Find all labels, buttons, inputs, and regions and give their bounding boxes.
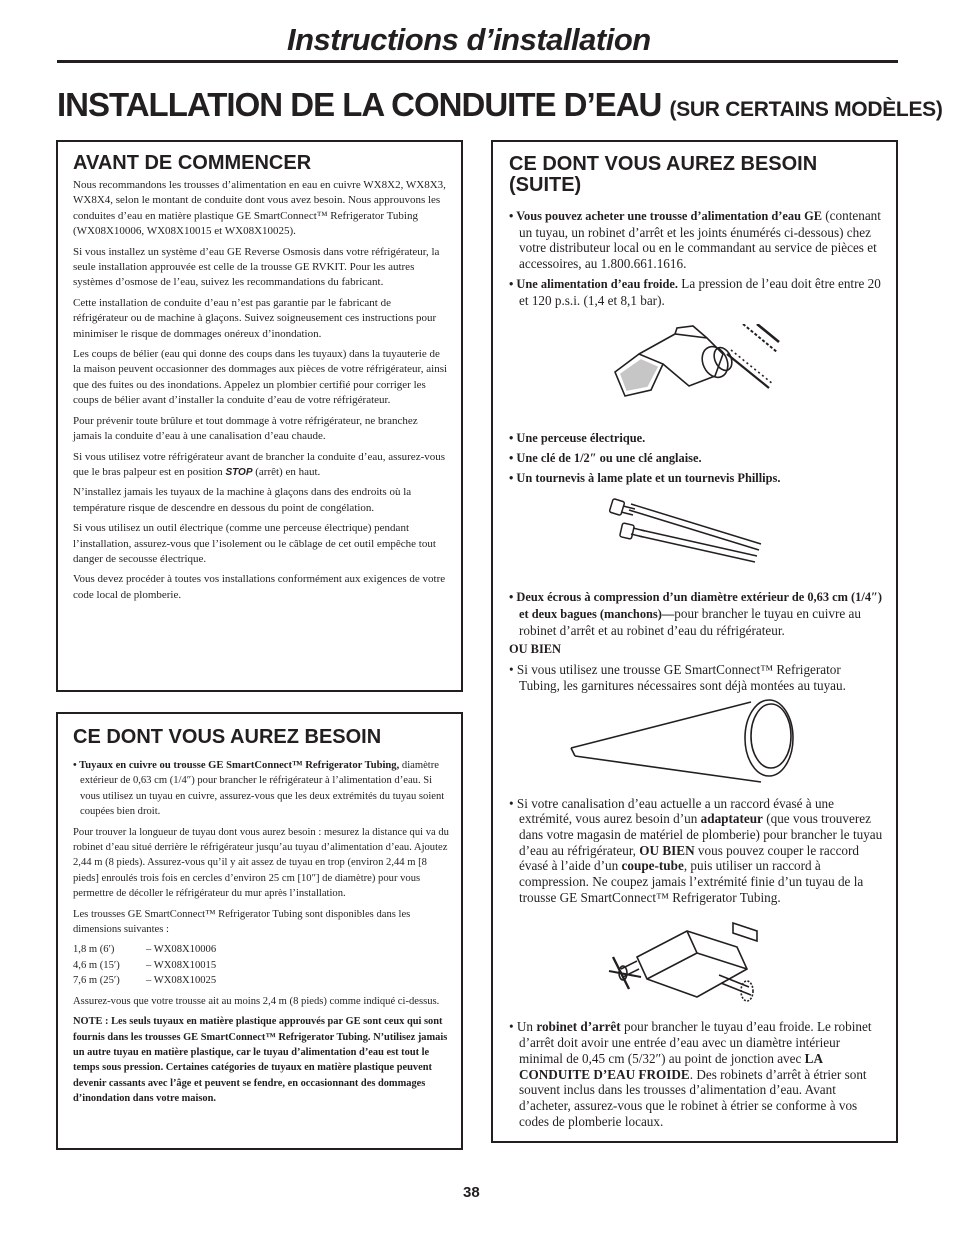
suite-bullet-nuts bbox=[509, 589, 884, 638]
size-part-number: – WX08X10025 bbox=[146, 975, 217, 987]
ou-bien-label: OU BIEN bbox=[509, 642, 561, 657]
suite-bullet-text: pour brancher le tuyau en cuivre au robinet d’arrêt et au robinet d’eau du réfrigérateur. bbox=[519, 606, 861, 638]
avant-stop-text-b: (arrêt) en haut. bbox=[252, 465, 321, 478]
valve-illustration bbox=[607, 917, 767, 1007]
tools-list bbox=[509, 431, 884, 486]
header-divider bbox=[57, 60, 898, 63]
size-length: 4,6 m (15′) bbox=[73, 959, 120, 971]
besoin-title: CE DONT VOUS AUREZ BESOIN bbox=[73, 726, 382, 748]
valve-conduite-bold: LA CONDUITE D’EAU FROIDE bbox=[519, 1050, 823, 1082]
page-header-title: Instructions d’installation bbox=[287, 22, 651, 57]
valve-bold: robinet d’arrêt bbox=[536, 1019, 621, 1035]
avant-paragraph: Nous recommandons les trousses d’alimentation en eau en cuivre WX8X2, WX8X3, WX8X4, selon le montant de conduite dont vous avez besoin. Nous approuvons les conduites d’eau en matière plastique GE SmartConnect™ Refrigerator Tubing (WX08X10006, WX08X10015 et WX08X10025). bbox=[73, 179, 446, 238]
stop-label: STOP bbox=[225, 466, 253, 478]
avant-de-commencer-box bbox=[56, 140, 463, 692]
ce-dont-besoin-box bbox=[56, 712, 463, 1150]
avant-title: AVANT DE COMMENCER bbox=[73, 152, 312, 174]
avant-stop-text-a: Si vous utilisez votre réfrigérateur avant de brancher la conduite d’eau, assurez-vous que le bras palpeur est en position bbox=[73, 450, 446, 478]
suite-bullet-smartconnect: • Si vous utilisez une trousse GE SmartConnect™ Refrigerator Tubing, les garnitures nécessaires sont déjà montées au tuyau. bbox=[509, 662, 846, 693]
page-number: 38 bbox=[463, 1184, 480, 1201]
avant-paragraph: Si vous utilisez un outil électrique (comme une perceuse électrique) pendant l’installation, assurez-vous que l’isolement ou le câblage de cet outil empêche tout danger de secousse électrique. bbox=[73, 522, 436, 565]
adapter-text-c: vous pouvez couper le raccord évasé à l’aide d’un bbox=[519, 842, 860, 874]
adapter-bold: adaptateur bbox=[700, 811, 763, 827]
size-length: 1,8 m (6′) bbox=[73, 944, 115, 956]
section-title-main: INSTALLATION DE LA CONDUITE D’EAU bbox=[57, 86, 670, 123]
size-part-number: – WX08X10006 bbox=[146, 944, 217, 956]
tool-item: • Un tournevis à lame plate et un tournevis Phillips. bbox=[509, 470, 781, 485]
adapter-text-d: , puis utiliser un raccord à compression. Ne coupez jamais l’extrémité finie d’un tuyau de la trousse GE SmartConnect™ Refrigerator Tubing. bbox=[519, 858, 864, 905]
sizes-list bbox=[73, 942, 449, 988]
section-title-subtitle: (SUR CERTAINS MODÈLES) bbox=[669, 98, 943, 121]
drill-illustration bbox=[611, 324, 781, 404]
besoin-note: NOTE : Les seuls tuyaux en matière plastique approuvés par GE sont ceux qui sont fournis dans les trousses GE SmartConnect™ Refrigerator Tubing. N’utilisez jamais un autre tuyau en matière plastique, car le tuyau d’alimentation d’eau est tout le temps sous pression. Certaines catégories de tuyaux en matière plastique peuvent devenir cassants avec l’âge et peuvent se fendre, en occasionnant des dommages d’inondation dans votre maison. bbox=[73, 1016, 448, 1105]
suite-bullet-valve bbox=[509, 1019, 884, 1129]
ce-dont-besoin-suite-box bbox=[491, 140, 898, 1143]
suite-bullet-cold-water bbox=[509, 276, 884, 308]
tubes-nuts-illustration bbox=[609, 498, 769, 563]
adapter-ou-bien: OU BIEN bbox=[639, 842, 695, 858]
besoin-bullet-text: diamètre extérieur de 0,63 cm (1/4″) pour brancher le réfrigérateur à l’alimentation d’eau. Si vous utilisez un tuyau en cuivre, assurez-vous que les deux extrémités du tuyau soient coupées bien droit. bbox=[80, 760, 445, 818]
size-row bbox=[73, 973, 449, 988]
avant-paragraph: Cette installation de conduite d’eau n’est pas garantie par le fabricant de réfrigérateur ou de machine à glaçons. Suivez soigneusement ces instructions pour minimiser le risque de dommages onéreux d’inondation. bbox=[73, 296, 437, 340]
suite-bullet-text: La pression de l’eau doit être entre 20 et 120 p.s.i. (1,4 et 8,1 bar). bbox=[519, 275, 881, 308]
avant-paragraph-stop bbox=[73, 450, 448, 481]
suite-bullet-kit bbox=[509, 208, 884, 272]
besoin-bullet-bold: • Tuyaux en cuivre ou trousse GE SmartConnect™ Refrigerator Tubing, bbox=[73, 760, 400, 771]
tube-illustration bbox=[561, 696, 801, 786]
suite-title: CE DONT VOUS AUREZ BESOIN (SUITE) bbox=[509, 153, 818, 196]
valve-text-b: pour brancher le tuyau d’eau froide. Le robinet d’arrêt doit avoir une entrée d’eau avec un diamètre intérieur minimal de 0,45 cm (5/32″) au point de jonction avec bbox=[519, 1019, 872, 1066]
size-row bbox=[73, 958, 449, 973]
adapter-text-a: • Si votre canalisation d’eau actuelle a un raccord évasé à une extrémité, vous aurez besoin d’un bbox=[509, 795, 834, 827]
avant-paragraph: Les coups de bélier (eau qui donne des coups dans les tuyaux) dans la tuyauterie de la maison peuvent occasionner des dommages aux pièces de votre réfrigérateur, ainsi que des fuites ou des inondations. Appelez un plombier certifié pour corriger les coups de bélier avant d’installer la conduite d’eau de votre réfrigérateur. bbox=[73, 348, 448, 407]
suite-bullet-bold: • Vous pouvez acheter une trousse d’alimentation d’eau GE bbox=[509, 209, 822, 223]
section-title bbox=[57, 86, 943, 124]
size-length: 7,6 m (25′) bbox=[73, 975, 120, 987]
avant-paragraph: Si vous installez un système d’eau GE Reverse Osmosis dans votre réfrigérateur, la seule installation approuvée est celle de la trousse GE RVKIT. Pour les autres systèmes d’osmose de l’eau, suivez les recommandations du fabricant. bbox=[73, 245, 440, 289]
size-part-number: – WX08X10015 bbox=[146, 959, 217, 971]
avant-paragraph: Pour prévenir toute brûlure et tout dommage à votre réfrigérateur, ne branchez jamais la conduite d’eau à une canalisation d’eau chaude. bbox=[73, 414, 418, 443]
besoin-paragraph: Pour trouver la longueur de tuyau dont vous aurez besoin : mesurez la distance qui va du robinet d’eau situé derrière le réfrigérateur jusqu’au tuyau d’alimentation d’eau. Ajoutez 2,44 m (8 pieds). Assurez-vous qu’il y ait assez de tuyau en trop (environ 2,44 m [8 pieds] enroulés trois fois en cercles d’environ 25 cm [10″] de diamètre) pour vous permettre de décoller le réfrigérateur du mur après l’installation. bbox=[73, 826, 449, 900]
besoin-paragraph: Les trousses GE SmartConnect™ Refrigerator Tubing sont disponibles dans les dimensions suivantes : bbox=[73, 908, 411, 936]
valve-text-c: . Des robinets d’arrêt à étrier sont souvent inclus dans les trousses d’alimentation d’eau. Avant d’acheter, assurez-vous que le robinet à étrier se conforme à vos codes de plomberie locaux. bbox=[519, 1066, 867, 1129]
tool-item: • Une perceuse électrique. bbox=[509, 431, 646, 446]
besoin-bullet-tubing bbox=[73, 758, 449, 820]
besoin-paragraph: Assurez-vous que votre trousse ait au moins 2,4 m (8 pieds) comme indiqué ci-dessus. bbox=[73, 995, 440, 1007]
avant-paragraph: Vous devez procéder à toutes vos installations conformément aux exigences de votre code local de plomberie. bbox=[73, 573, 446, 601]
suite-bullet-bold: • Une alimentation d’eau froide. bbox=[509, 276, 678, 291]
suite-bullet-bold: • Deux écrous à compression d’un diamètre extérieur de 0,63 cm (1/4″) et deux bagues (manchons)— bbox=[509, 590, 882, 622]
suite-bullet-adapter bbox=[509, 796, 884, 906]
suite-bullet-text: (contenant un tuyau, un robinet d’arrêt et les joints énumérés ci-dessous) chez votre distributeur local ou en le commandant au service de pièces et accessoires, au 1.800.661.1616. bbox=[519, 208, 881, 272]
avant-paragraph: N’installez jamais les tuyaux de la machine à glaçons dans des endroits où la température risque de descendre en dessous du point de congélation. bbox=[73, 486, 412, 514]
valve-text-a: • Un bbox=[509, 1019, 537, 1035]
adapter-text-b: (que vous trouverez dans votre magasin de matériel de plomberie) pour brancher le tuyau d’eau au réfrigérateur, bbox=[519, 811, 883, 858]
size-row bbox=[73, 942, 449, 957]
adapter-coupe-tube: coupe-tube bbox=[621, 858, 684, 874]
tool-item: • Une clé de 1/2″ ou une clé anglaise. bbox=[509, 450, 702, 465]
